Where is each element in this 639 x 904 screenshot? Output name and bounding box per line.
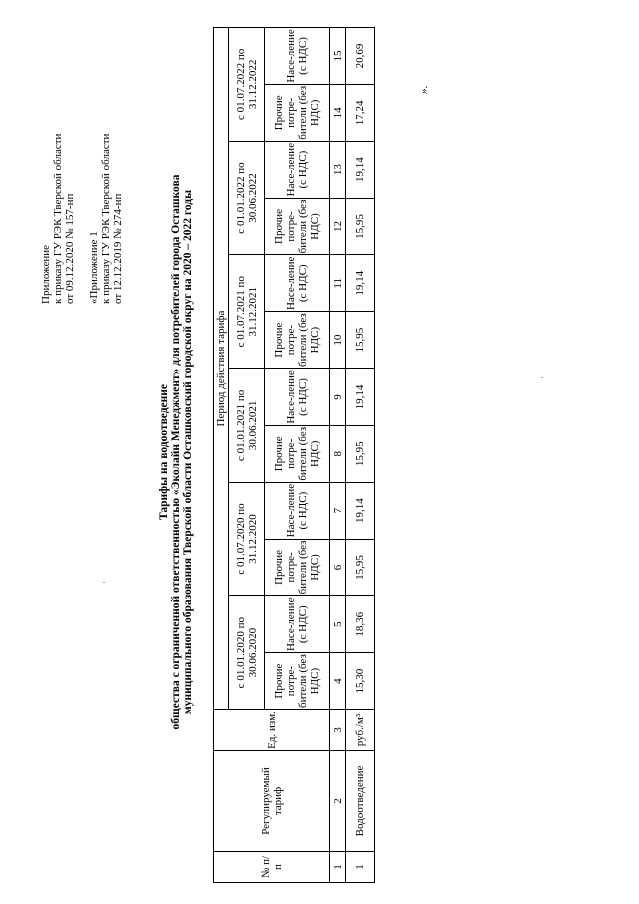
row-unit: руб./м³ <box>346 710 375 751</box>
tariff-value: 15,30 <box>346 653 375 710</box>
column-number: 11 <box>330 255 346 312</box>
tariff-value: 15,95 <box>346 198 375 255</box>
sub-header-other: Прочие потре-бители (без НДС) <box>265 198 330 255</box>
column-number: 5 <box>330 596 346 653</box>
column-number: 7 <box>330 482 346 539</box>
appendix-title: Приложение <box>40 244 52 304</box>
tariff-value: 19,14 <box>346 255 375 312</box>
tariff-value: 15,95 <box>346 312 375 369</box>
scan-speck <box>541 377 543 378</box>
tariff-table <box>213 27 375 883</box>
tariff-value: 17,24 <box>346 84 375 141</box>
sub-header-population: Насе-ление (с НДС) <box>265 28 330 85</box>
period-header: с 01.07.2021 по 31.12.2021 <box>229 255 265 369</box>
tariff-value: 19,14 <box>346 369 375 426</box>
sub-header-other: Прочие потре-бители (без НДС) <box>265 84 330 141</box>
column-number: 2 <box>330 751 346 852</box>
document-title <box>158 0 194 904</box>
sub-header-population: Насе-ление (с НДС) <box>265 482 330 539</box>
sub-header-population: Насе-ление (с НДС) <box>265 596 330 653</box>
period-header: с 01.01.2020 по 30.06.2020 <box>229 596 265 710</box>
column-number: 3 <box>330 710 346 751</box>
header-num: № п/п <box>214 852 330 883</box>
column-number: 12 <box>330 198 346 255</box>
tariff-value: 19,14 <box>346 141 375 198</box>
header-tariff: Регулируемый тариф <box>214 751 330 852</box>
appendix-ref-title: «Приложение 1 <box>88 231 100 304</box>
column-number: 8 <box>330 425 346 482</box>
header-period: Период действия тарифа <box>214 28 229 710</box>
title-line-1: Тарифы на водоотведение <box>158 383 170 521</box>
column-number: 13 <box>330 141 346 198</box>
tariff-value: 15,95 <box>346 425 375 482</box>
closing-quote: ». <box>418 85 430 94</box>
period-header: с 01.01.2021 по 30.06.2021 <box>229 369 265 483</box>
tariff-value: 20,69 <box>346 28 375 85</box>
title-line-2: общества с ограниченной ответственностью «Эколайн Менеджмент» для потребителей города Осташкова <box>170 174 182 730</box>
tariff-value: 18,36 <box>346 596 375 653</box>
column-number: 6 <box>330 539 346 596</box>
column-number: 9 <box>330 369 346 426</box>
header-unit: Ед. изм. <box>214 710 330 751</box>
appendix-order: к приказу ГУ РЭК Тверской области <box>52 133 64 304</box>
sub-header-population: Насе-ление (с НДС) <box>265 369 330 426</box>
column-number: 4 <box>330 653 346 710</box>
appendix-ref-order: к приказу ГУ РЭК Тверской области <box>100 133 112 304</box>
period-header: с 01.01.2022 по 30.06.2022 <box>229 141 265 255</box>
column-number-row <box>330 28 346 883</box>
sub-header-other: Прочие потре-бители (без НДС) <box>265 425 330 482</box>
sub-header-other: Прочие потре-бители (без НДС) <box>265 653 330 710</box>
column-number: 14 <box>330 84 346 141</box>
title-line-3: муниципального образования Тверской области Осташковский городской округ на 2020 – 2022 годы <box>182 189 194 715</box>
appendix-date: от 09.12.2020 № 157-нп <box>64 193 76 304</box>
sub-header-other: Прочие потре-бители (без НДС) <box>265 539 330 596</box>
sub-header-population: Насе-ление (с НДС) <box>265 255 330 312</box>
appendix-header <box>40 134 124 304</box>
table-row <box>346 28 375 883</box>
tariff-value: 15,95 <box>346 539 375 596</box>
sub-header-population: Насе-ление (с НДС) <box>265 141 330 198</box>
period-header: с 01.07.2022 по 31.12.2022 <box>229 28 265 142</box>
period-header: с 01.07.2020 по 31.12.2020 <box>229 482 265 596</box>
column-number: 15 <box>330 28 346 85</box>
appendix-ref-date: от 12.12.2019 № 274-нп <box>112 193 124 304</box>
scan-speck <box>103 582 105 583</box>
row-num: 1 <box>346 852 375 883</box>
row-name: Водоотведение <box>346 751 375 852</box>
sub-header-other: Прочие потре-бители (без НДС) <box>265 312 330 369</box>
column-number: 10 <box>330 312 346 369</box>
column-number: 1 <box>330 852 346 883</box>
tariff-value: 19,14 <box>346 482 375 539</box>
